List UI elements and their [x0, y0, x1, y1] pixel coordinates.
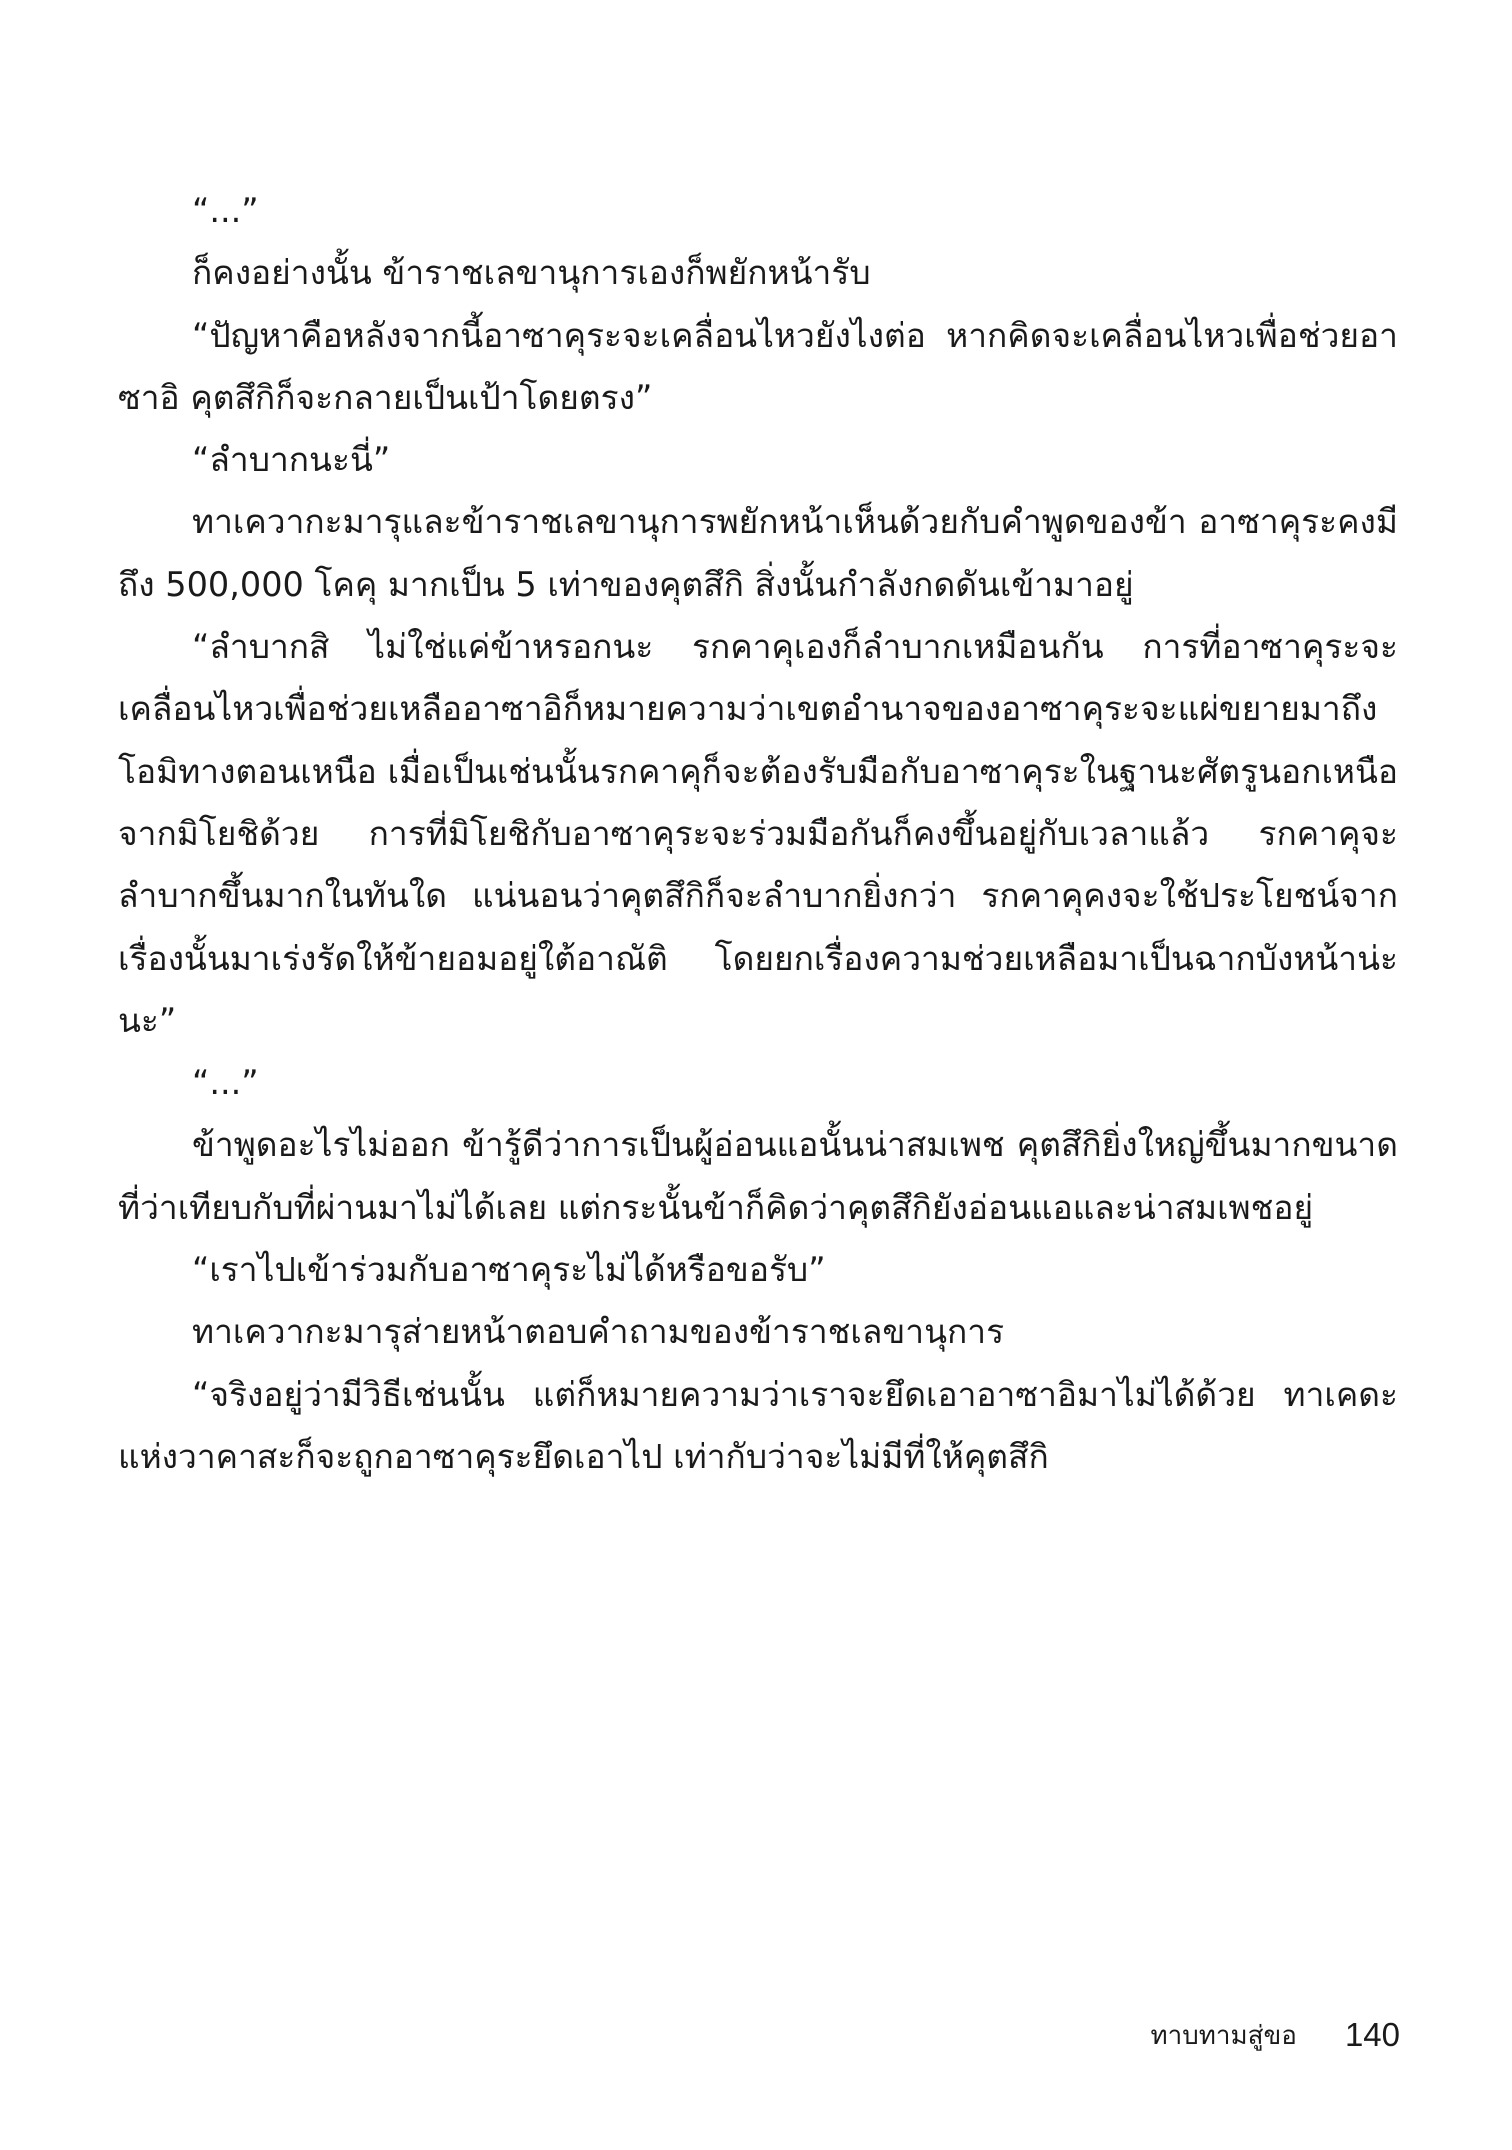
paragraph: ทาเควากะมารุส่ายหน้าตอบคำถามของข้าราชเลขานุการ	[192, 1312, 1005, 1352]
paragraph: ข้าพูดอะไรไม่ออก ข้ารู้ดีว่าการเป็นผู้อ่อนแอนั้นน่าสมเพช คุตสึกิยิ่งใหญ่ขึ้นมากขนาดที่ว่าเทียบกับที่ผ่านมาไม่ได้เลย แต่กระนั้นข้าก็คิดว่าคุตสึกิยังอ่อนแอและน่าสมเพชอยู่	[118, 1125, 1398, 1227]
paragraph: “ลำบากสิ ไม่ใช่แค่ข้าหรอกนะ รกคาคุเองก็ลำบากเหมือนกัน การที่อาซาคุระจะเคลื่อนไหวเพื่อช่วยเหลืออาซาอิก็หมายความว่าเขตอำนาจของอาซาคุระจะแผ่ขยายมาถึงโอมิทางตอนเหนือ เมื่อเป็นเช่นนั้นรกคาคุก็จะต้องรับมือกับอาซาคุระในฐานะศัตรูนอกเหนือจากมิโยชิด้วย การที่มิโยชิกับอาซาคุระจะร่วมมือกันก็คงขึ้นอยู่กับเวลาแล้ว รกคาคุจะลำบากขึ้นมากในทันใด แน่นอนว่าคุตสึกิก็จะลำบากยิ่งกว่า รกคาคุคงจะใช้ประโยชน์จากเรื่องนั้นมาเร่งรัดให้ข้ายอมอยู่ใต้อาณัติ โดยยกเรื่องความช่วยเหลือมาเป็นฉากบังหน้าน่ะนะ”	[118, 627, 1398, 1040]
paragraph: “ลำบากนะนี่”	[192, 440, 391, 480]
paragraph: “...”	[192, 1063, 259, 1103]
running-title: ทาบทามสู่ขอ	[1150, 2020, 1297, 2051]
paragraph: “ปัญหาคือหลังจากนี้อาซาคุระจะเคลื่อนไหวยังไงต่อ หากคิดจะเคลื่อนไหวเพื่อช่วยอาซาอิ คุตสึกิก็จะกลายเป็นเป้าโดยตรง”	[118, 315, 1398, 417]
page-footer	[1151, 2010, 1400, 2060]
paragraph: “เราไปเข้าร่วมกับอาซาคุระไม่ได้หรือขอรับ”	[192, 1250, 826, 1290]
paragraph: ก็คงอย่างนั้น ข้าราชเลขานุการเองก็พยักหน้ารับ	[192, 253, 871, 293]
body-text	[118, 180, 1398, 1488]
paragraph: “จริงอยู่ว่ามีวิธีเช่นนั้น แต่ก็หมายความว่าเราจะยึดเอาอาซาอิมาไม่ได้ด้วย ทาเคดะแห่งวาคาสะก็จะถูกอาซาคุระยึดเอาไป เท่ากับว่าจะไม่มีที่ให้คุตสึกิ	[118, 1374, 1398, 1476]
paragraph: ทาเควากะมารุและข้าราชเลขานุการพยักหน้าเห็นด้วยกับคำพูดของข้า อาซาคุระคงมีถึง 500,000 โคคุ มากเป็น 5 เท่าของคุตสึกิ สิ่งนั้นกำลังกดดันเข้ามาอยู่	[118, 502, 1398, 604]
page-number: 140	[1344, 2016, 1400, 2053]
paragraph: “...”	[192, 191, 259, 230]
